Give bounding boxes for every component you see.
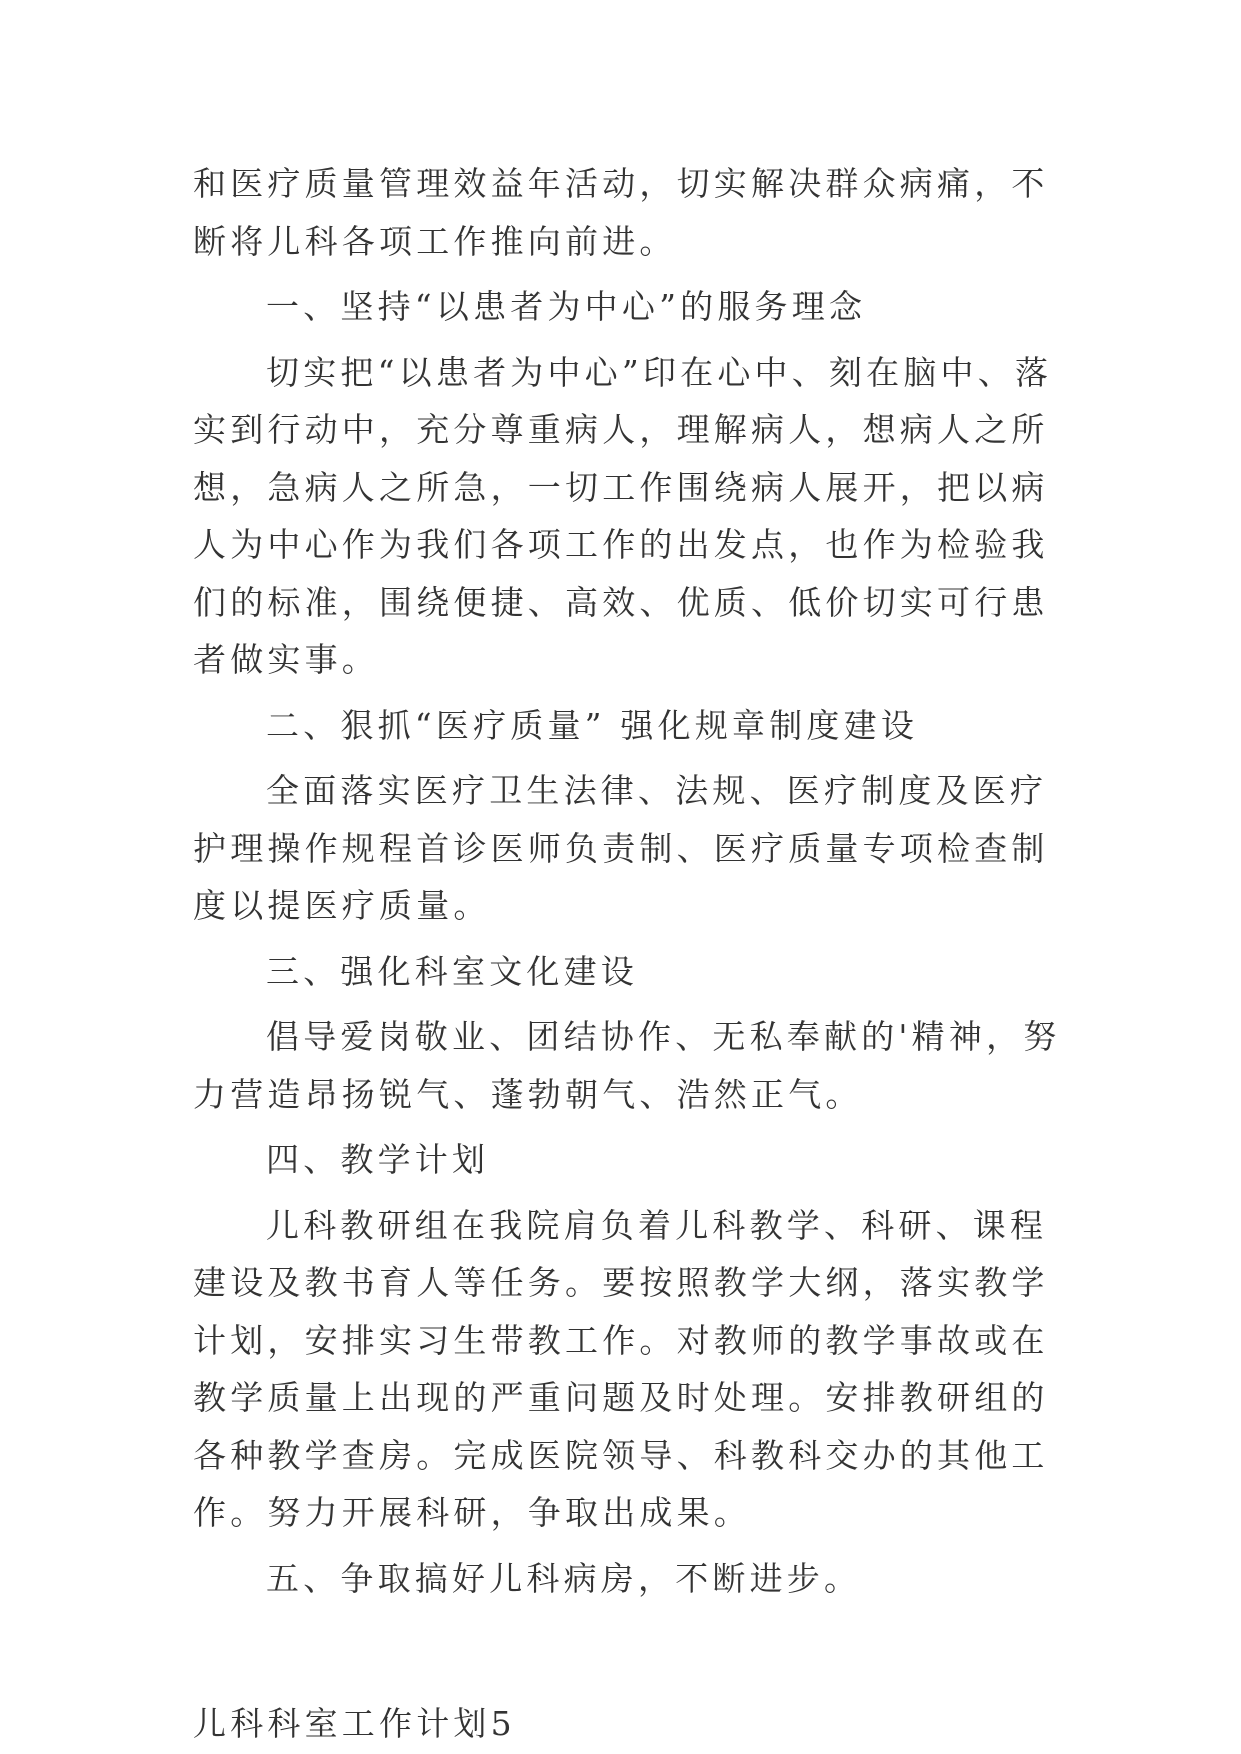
document-title: 儿科科室工作计划5	[193, 1704, 516, 1743]
paragraph: 全面落实医疗卫生法律、法规、医疗制度及医疗护理操作规程首诊医师负责制、医疗质量专项检查制度以提医疗质量。	[193, 771, 1049, 925]
paragraph: 儿科教研组在我院肩负着儿科教学、科研、课程建设及教书育人等任务。要按照教学大纲，落实教学计划，安排实习生带教工作。对教师的教学事故或在教学质量上出现的严重问题及时处理。安排教研组的各种教学查房。完成医院领导、科教科交办的其他工作。努力开展科研，争取出成果。	[193, 1205, 1049, 1532]
paragraph: 和医疗质量管理效益年活动，切实解决群众病痛，不断将儿科各项工作推向前进。	[193, 164, 1049, 261]
document-body	[193, 155, 1063, 1753]
section-heading-3: 三、强化科室文化建设	[266, 951, 638, 991]
paragraph: 倡导爱岗敬业、团结协作、无私奉献的'精神，努力营造昂扬锐气、蓬勃朝气、浩然正气。	[193, 1017, 1061, 1114]
section-heading-1: 一、坚持“以患者为中心”的服务理念	[266, 287, 867, 326]
section-heading-5: 五、争取搞好儿科病房，不断进步。	[266, 1558, 862, 1598]
section-heading-4: 四、教学计划	[266, 1140, 490, 1179]
section-heading-2: 二、狠抓“医疗质量” 强化规章制度建设	[266, 705, 919, 745]
paragraph: 切实把“以患者为中心”印在心中、刻在脑中、落实到行动中，充分尊重病人，理解病人，想病人之所想，急病人之所急，一切工作围绕病人展开，把以病人为中心作为我们各项工作的出发点，也作为检验我们的标准，围绕便捷、高效、优质、低价切实可行患者做实事。	[193, 352, 1053, 679]
